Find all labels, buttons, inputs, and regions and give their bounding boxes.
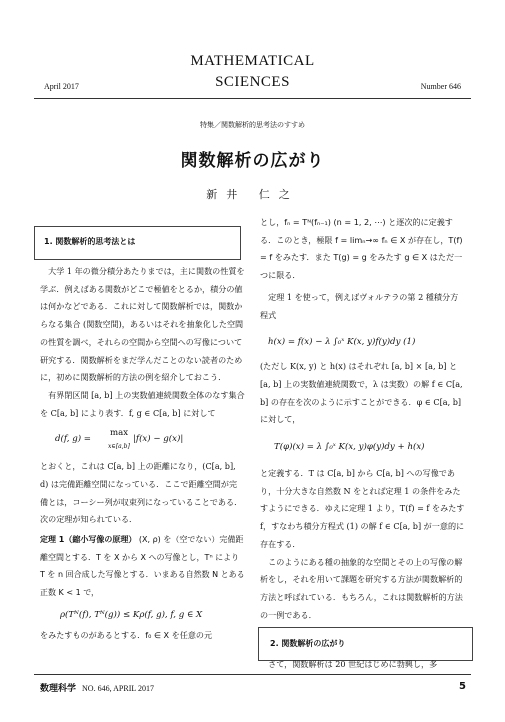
right-column-tail — [260, 656, 465, 674]
journal-title-line2: SCIENCES — [215, 74, 290, 90]
header-rule — [34, 98, 471, 99]
footer-journal-jp: 数理科学 — [40, 684, 77, 694]
footer-rule — [34, 674, 471, 675]
feature-kicker: 特集／関数解析的思考法のすすめ — [199, 121, 306, 129]
section-1-heading: 1. 関数解析的思考法とは — [44, 237, 136, 246]
paragraph: 有界閉区間 [a, b] 上の実数値連続関数全体のなす集合を C[a, b] により表す．f, g ∈ C[a, b] に対して — [40, 389, 245, 418]
issue-date: April 2017 — [44, 82, 79, 91]
theorem-1 — [40, 531, 245, 601]
paragraph: とおくと，これは C[a, b] 上の距離になり，(C[a, b], d) は完備距離空間になっている．ここで距離空間が完備とは，コーシー列が収束列になっていることである．次の定理が知られている． — [40, 461, 243, 525]
theorem-label: 定理 1（縮小写像の原理） — [40, 535, 137, 545]
equation-contraction: ρ(Tᴺ(f), Tᴺ(g)) ≤ Kρ(f, g), f, g ∈ X — [60, 610, 203, 621]
footer-issue: NO. 646, APRIL 2017 — [82, 684, 154, 693]
paragraph: このようにある種の抽象的な空間とその上の写像の解析をし，それを用いて課題を研究する方法が関数解析的方法と呼ばれている．もちろん，これは関数解析的方法の一例である． — [260, 556, 463, 620]
section-2-heading: 2. 関数解析の広がり — [270, 639, 346, 648]
footer-journal — [40, 681, 154, 694]
paragraph: と定義する．T は C[a, b] から C[a, b] への写像であり，十分大きな自然数 N をとれば定理 1 の条件をみたすようにできる．ゆえに定理 1 より，T(f) = f をみたす f，すなわち積分方程式 (1) の解 f ∈ C[a, b] が一意的に存在する． — [260, 468, 465, 549]
equation-operator: T(φ)(x) = λ ∫₀ˣ K(x, y)φ(y)dy + h(x) — [274, 442, 425, 453]
author-name: 新井 仁之 — [206, 188, 299, 201]
equation-distance: d(f, g) = max x∈[a,b] |f(x) − g(x)| — [55, 428, 184, 451]
right-column-body — [260, 214, 465, 624]
journal-title-line1: MATHEMATICAL — [190, 53, 315, 69]
theorem-text: (X, ρ) を（空でない）完備距離空間とする．T を X から X への写像とし，Tⁿ により T を n 回合成した写像とする．いまある自然数 N とある正数 K < 1 で， — [40, 535, 245, 597]
paragraph: をみたすものがあるとする．f₀ ∈ X を任意の元 — [40, 630, 213, 641]
issue-number: Number 646 — [420, 82, 461, 91]
paragraph: 大学 1 年の微分積分あたりまでは，主に関数の性質を学ぶ．例えばある関数がどこで極値をとるか，積分の値は何かなどである．これに対して関数解析では，関数からなる集合 (関数空間)，あるいはそれを抽象化した空間の性質を調べ，それらの空間から空間への写像について研究する．関数解析をまだ学んだことのない読者のために，初めに関数解析的方法の例を紹介しておこう． — [40, 266, 245, 383]
paragraph: (ただし K(x, y) と h(x) はそれぞれ [a, b] × [a, b] と [a, b] 上の実数値連続関数で，λ は実数）の解 f ∈ C[a, b] の存在を次のように示すことができる．φ ∈ C[a, b] に対して， — [260, 361, 463, 425]
page-number: 5 — [459, 681, 466, 692]
paragraph: 定理 1 を使って，例えばヴォルテラの第 2 種積分方程式 — [260, 291, 459, 320]
paragraph: さて，関数解析は 20 世紀はじめに勃興し，多 — [268, 659, 438, 669]
equation-volterra: h(x) = f(x) − λ ∫₀ˣ K(x, y)f(y)dy (1) — [268, 337, 416, 348]
theorem-continuation: とし，fₙ = Tᴺ(fₙ₋₁) (n = 1, 2, ⋯) と逐次的に定義する．このとき，極限 f = limₙ→∞ fₙ ∈ X が存在し，T(f) = f をみたす．また T(g) = g をみたす g ∈ X はただ一つに限る． — [260, 217, 463, 281]
article-title: 関数解析の広がり — [180, 151, 325, 171]
left-column-body — [40, 263, 245, 645]
